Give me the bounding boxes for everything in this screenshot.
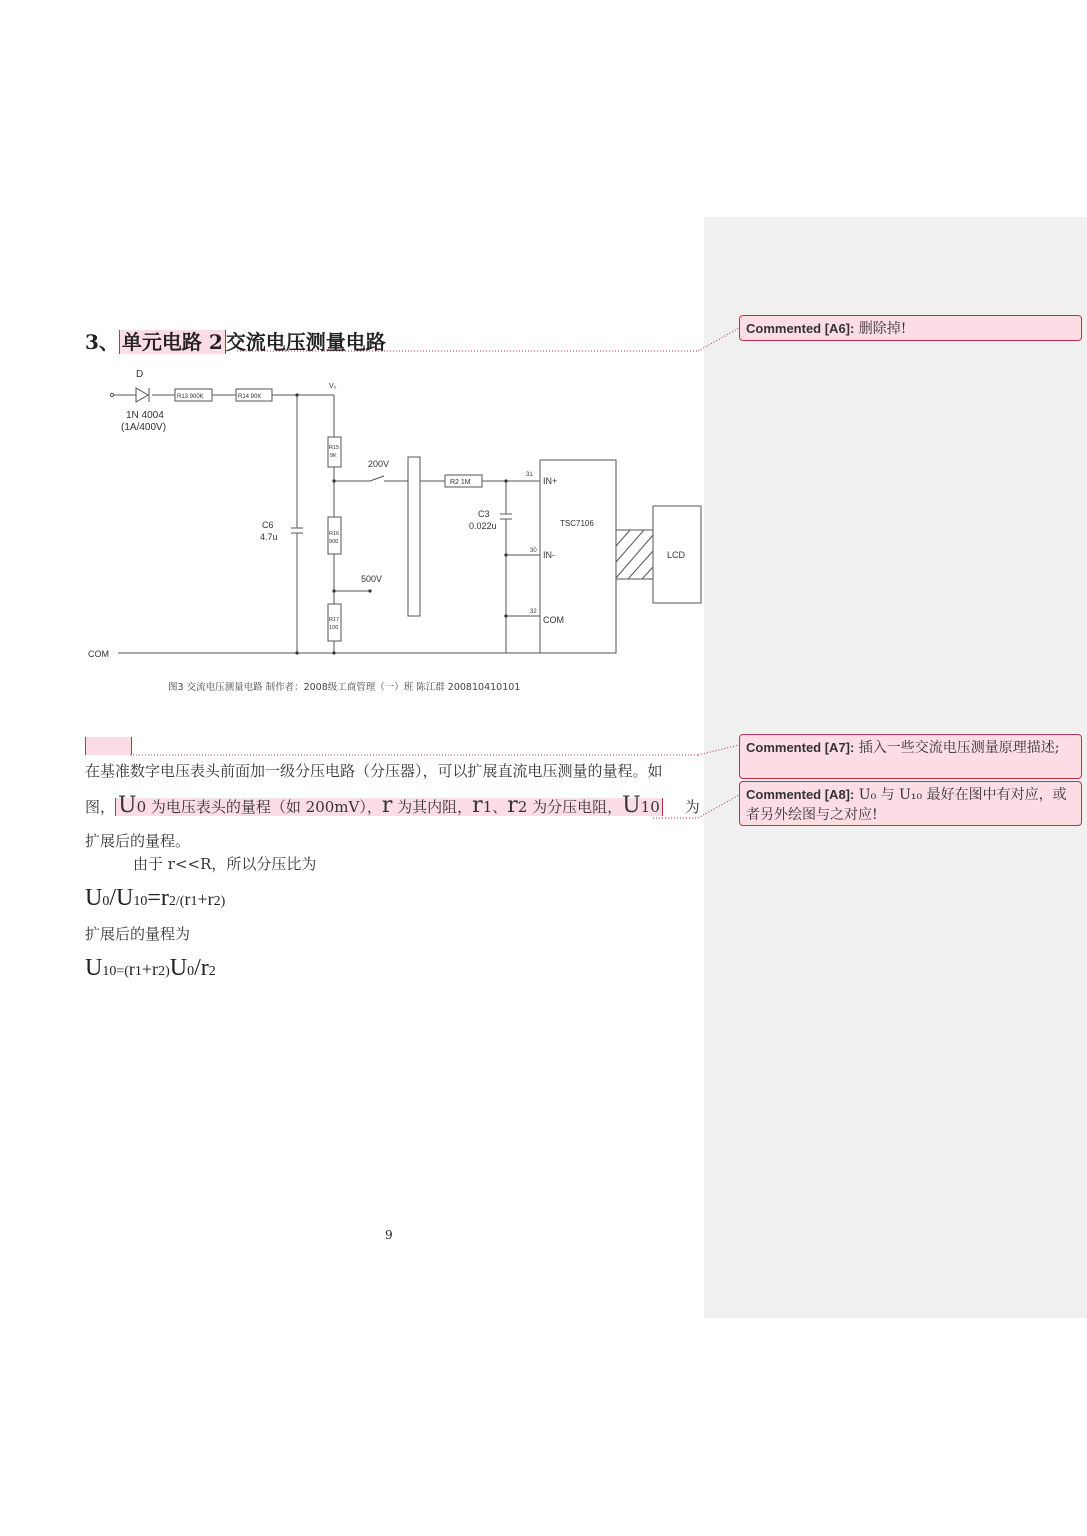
c3-label: C3 <box>478 509 490 519</box>
section-heading: 3、 单元电路 2 交流电压测量电路 <box>85 330 386 354</box>
figure-caption: 图3 交流电压测量电路 制作者：2008级工商管理（一）班 陈江群 200810410101 <box>168 682 521 693</box>
pin30-label: 30 <box>530 548 537 554</box>
r15-value: 9K <box>330 453 337 459</box>
comment-a6[interactable]: Commented [A6]: 删除掉! <box>739 315 1082 341</box>
r2-label: R2 1M <box>450 479 471 486</box>
formula-ratio: U0/U10=r2/(r1+r2) <box>85 885 226 911</box>
in-plus-label: IN+ <box>543 476 558 486</box>
page-number: 9 <box>385 1228 393 1242</box>
paragraph-range-intro: 扩展后的量程为 <box>85 925 191 943</box>
pin32-label: 32 <box>530 609 537 615</box>
switch-200v-label: 200V <box>368 459 390 469</box>
comment-a8[interactable]: Commented [A8]: U₀ 与 U₁₀ 最好在图中有对应，或者另外绘图与之对应! <box>739 781 1082 826</box>
chip-label: TSC7106 <box>560 519 594 528</box>
switch-500v-label: 500V <box>361 574 383 584</box>
c3-value: 0.022u <box>469 521 497 531</box>
r17-value: 100 <box>329 625 339 631</box>
diode-label: D <box>136 369 144 380</box>
v0-label: V₀ <box>329 383 337 390</box>
r13-label: R13 900K <box>177 394 204 400</box>
in-minus-label: IN- <box>543 550 555 560</box>
pin31-label: 31 <box>526 472 533 478</box>
u0-highlight[interactable]: U0 为电压表头的量程（如 200mV），r 为其内阻，r1、r2 为分压电阻，U10 <box>115 798 663 816</box>
heading-highlight[interactable]: 单元电路 2 <box>119 330 226 354</box>
paragraph-ratio-intro: 由于 r<<R，所以分压比为 <box>133 855 317 873</box>
diode-part: 1N 4004 <box>126 410 164 421</box>
r17-label: R17 <box>329 617 340 623</box>
paragraph-line-1: 在基准数字电压表头前面加一级分压电路（分压器），可以扩展直流电压测量的量程。如 <box>85 762 663 780</box>
paragraph-line-3: 扩展后的量程。 <box>85 832 191 850</box>
lcd-label: LCD <box>667 550 686 560</box>
com-left-label: COM <box>88 649 109 659</box>
r16-label: R16 <box>329 531 340 537</box>
comment-a7[interactable]: Commented [A7]: 插入一些交流电压测量原理描述; <box>739 734 1082 779</box>
r16-value: 900 <box>329 539 339 545</box>
c6-label: C6 <box>262 520 274 530</box>
com-pin-label: COM <box>543 615 564 625</box>
r15-label: R15 <box>329 445 340 451</box>
c6-value: 4.7u <box>260 532 278 542</box>
paragraph-line-2: 图， U0 为电压表头的量程（如 200mV），r 为其内阻，r1、r2 为分压电阻，U10 为 <box>85 793 700 818</box>
formula-range: U10=(r1+r2)U0/r2 <box>85 955 216 981</box>
diode-rating: (1A/400V) <box>121 422 167 433</box>
r14-label: R14 90K <box>238 394 262 400</box>
